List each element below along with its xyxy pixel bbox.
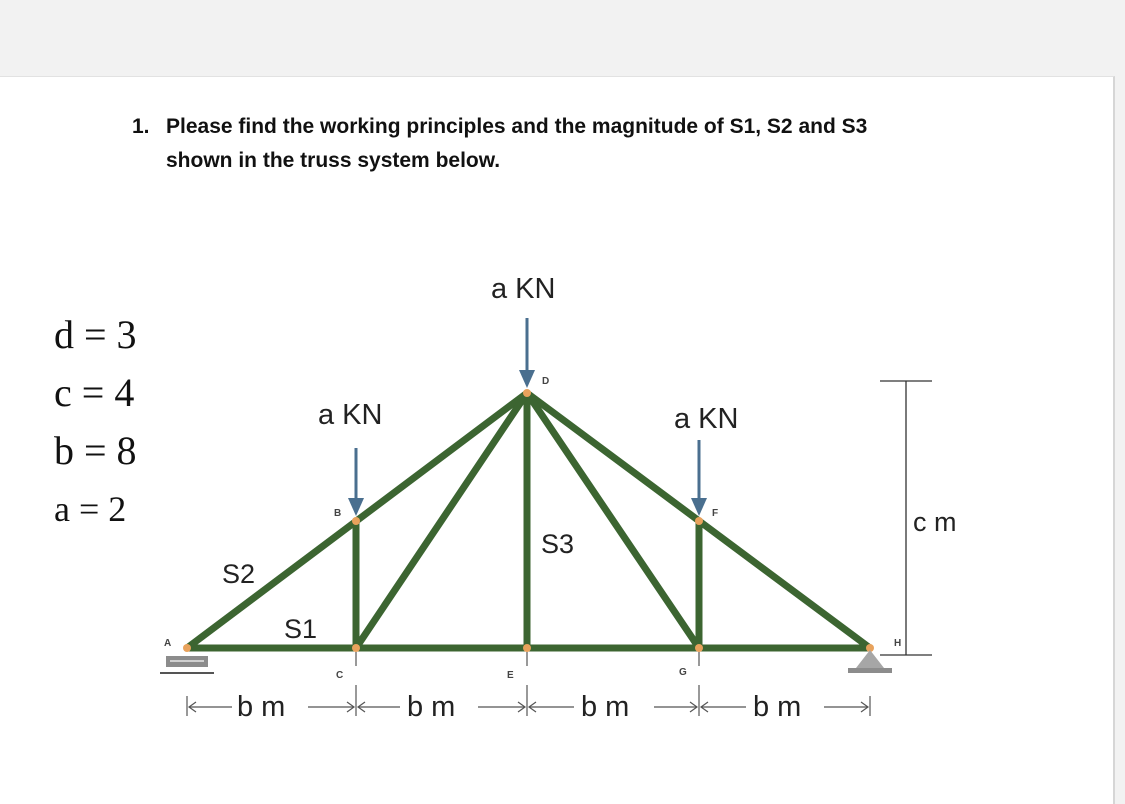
node-label-d: D <box>542 376 550 387</box>
joint-g <box>695 644 703 652</box>
given-b: b = 8 <box>54 428 137 473</box>
joint-f <box>695 517 703 525</box>
member-label-s1: S1 <box>284 614 318 644</box>
pin-support-left <box>160 656 214 673</box>
height-label: c m <box>913 507 957 537</box>
given-d: d = 3 <box>54 312 137 357</box>
joint-b <box>352 517 360 525</box>
given-c: c = 4 <box>54 370 135 415</box>
pin-support-right <box>848 650 892 673</box>
node-label-e: E <box>507 670 514 681</box>
span-label-1: b m <box>237 691 286 723</box>
joint-e <box>523 644 531 652</box>
load-label-f: a KN <box>674 403 739 435</box>
member-label-s2: S2 <box>222 559 256 589</box>
joint-c <box>352 644 360 652</box>
node-label-h: H <box>894 638 902 649</box>
node-label-b: B <box>334 508 342 519</box>
node-label-f: F <box>712 508 719 519</box>
node-label-c: C <box>336 670 344 681</box>
node-label-g: G <box>679 667 687 678</box>
joint-d <box>523 389 531 397</box>
load-label-d: a KN <box>491 273 556 305</box>
diagonal-cd <box>356 393 527 648</box>
truss-members <box>187 393 870 648</box>
node-label-a: A <box>164 638 172 649</box>
question-number: 1. <box>132 115 150 138</box>
load-label-b: a KN <box>318 399 383 431</box>
span-label-2: b m <box>407 691 456 723</box>
given-a: a = 2 <box>54 489 127 529</box>
span-label-3: b m <box>581 691 630 723</box>
joint-a <box>183 644 191 652</box>
question-line-2: shown in the truss system below. <box>166 149 501 172</box>
member-label-s3: S3 <box>541 529 575 559</box>
span-label-4: b m <box>753 691 802 723</box>
question-line-1: Please find the working principles and the magnitude of S1, S2 and S3 <box>166 115 868 138</box>
pin-support-icon <box>856 650 884 668</box>
